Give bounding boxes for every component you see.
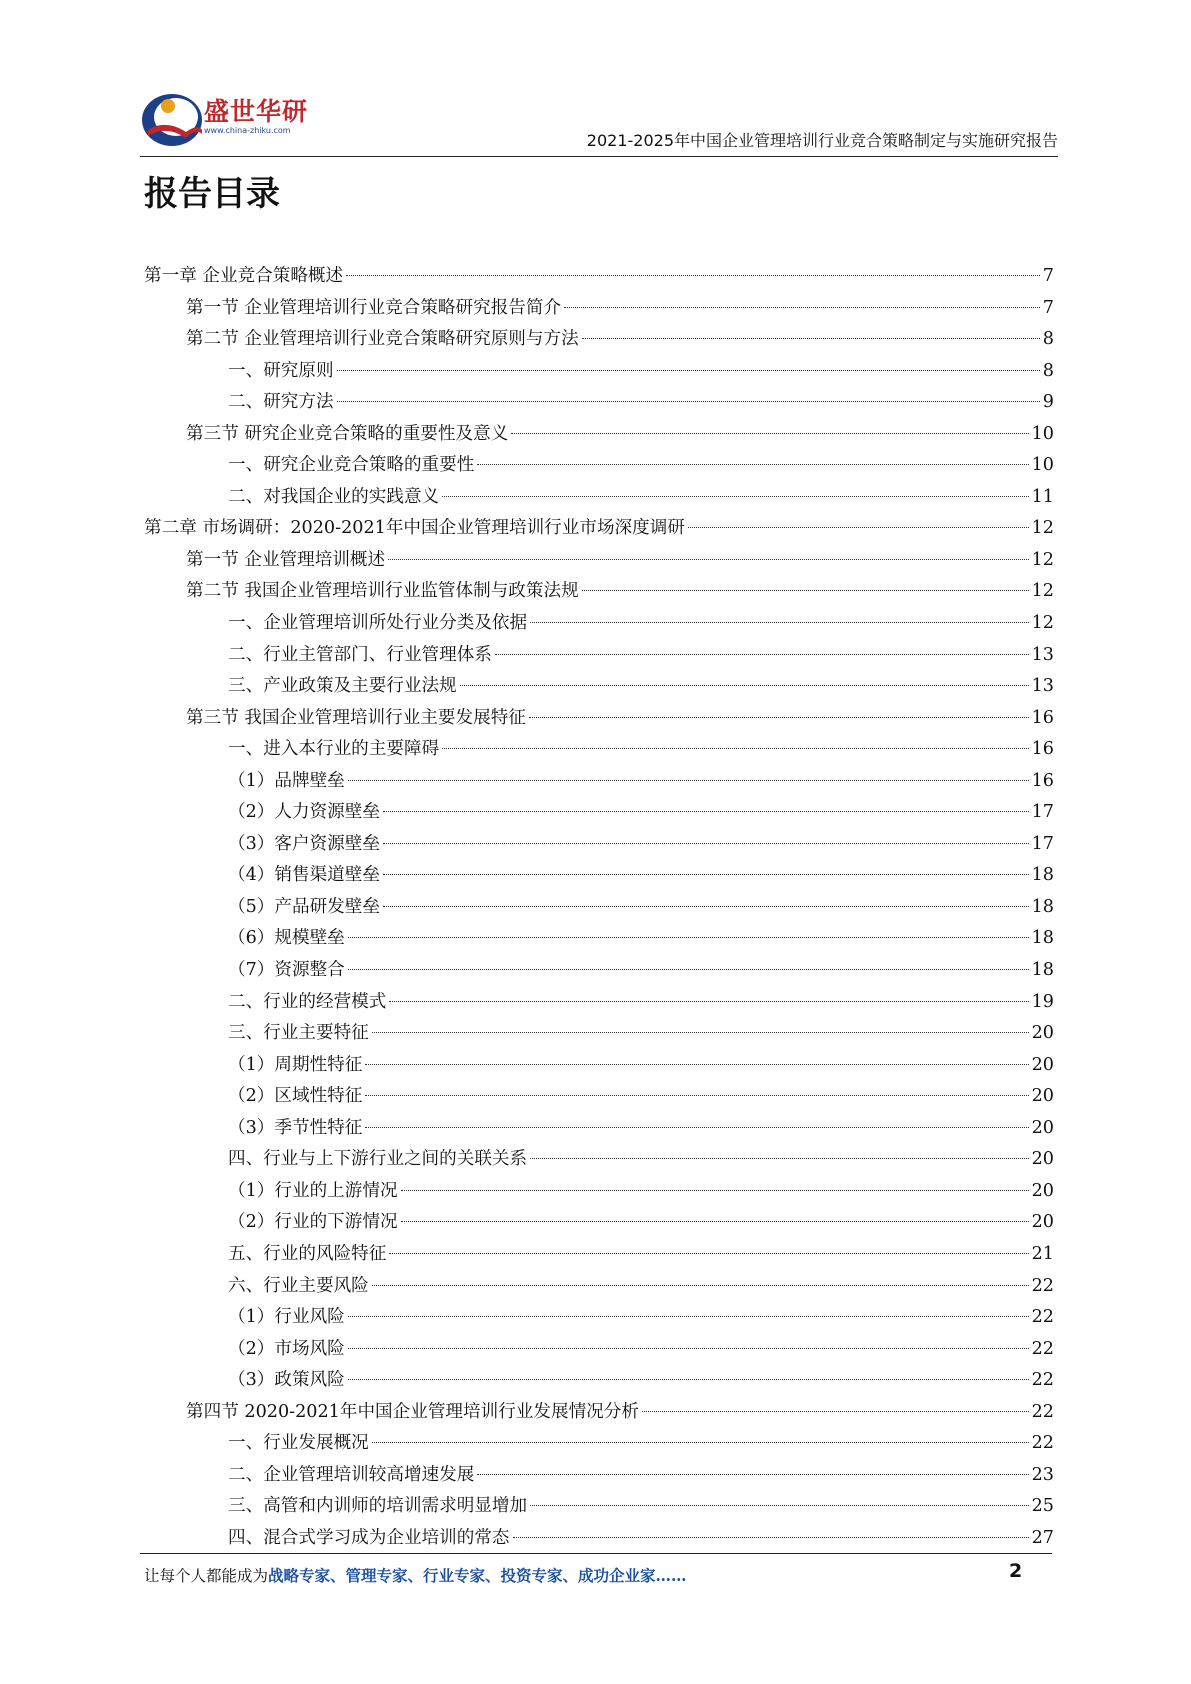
toc-entry[interactable] — [144, 955, 1054, 987]
toc-entry-page: 13 — [1031, 644, 1054, 665]
toc-entry[interactable] — [144, 1334, 1054, 1366]
toc-dot-leader — [388, 559, 1028, 560]
toc-entry-page: 12 — [1031, 518, 1054, 539]
toc-entry-page: 13 — [1031, 676, 1054, 697]
toc-entry[interactable] — [144, 356, 1054, 388]
toc-entry-page: 16 — [1031, 770, 1054, 791]
toc-entry-page: 20 — [1031, 1054, 1054, 1075]
toc-dot-leader — [383, 874, 1029, 875]
toc-entry[interactable] — [144, 1050, 1054, 1082]
toc-entry-title: （1）品牌壁垒 — [228, 770, 345, 791]
toc-entry-title: 一、进入本行业的主要障碍 — [228, 739, 440, 760]
toc-entry-page: 9 — [1042, 392, 1054, 413]
toc-dot-leader — [365, 1127, 1028, 1128]
toc-entry-title: 三、产业政策及主要行业法规 — [228, 676, 457, 697]
toc-entry[interactable] — [144, 1176, 1054, 1208]
footer-divider — [140, 1553, 1052, 1554]
toc-entry-title: 二、行业的经营模式 — [228, 991, 387, 1012]
toc-dot-leader — [348, 1379, 1029, 1380]
toc-entry[interactable] — [144, 1365, 1054, 1397]
toc-dot-leader — [688, 527, 1029, 528]
report-title: 2021-2025年中国企业管理培训行业竞合策略制定与实施研究报告 — [586, 131, 1058, 150]
toc-dot-leader — [365, 1095, 1028, 1096]
toc-entry-title: 第二章 市场调研：2020-2021年中国企业管理培训行业市场深度调研 — [144, 518, 685, 539]
toc-entry-page: 7 — [1042, 297, 1054, 318]
toc-dot-leader — [401, 1190, 1029, 1191]
toc-entry[interactable] — [144, 671, 1054, 703]
toc-entry[interactable] — [144, 513, 1054, 545]
toc-entry-page: 23 — [1031, 1464, 1054, 1485]
toc-dot-leader — [582, 338, 1040, 339]
toc-entry[interactable] — [144, 1491, 1054, 1523]
toc-entry-page: 18 — [1031, 896, 1054, 917]
toc-entry-title: （7）资源整合 — [228, 960, 345, 981]
toc-entry-page: 16 — [1031, 739, 1054, 760]
toc-entry[interactable] — [144, 1397, 1054, 1429]
toc-entry-title: （2）区域性特征 — [228, 1086, 363, 1107]
toc-dot-leader — [348, 780, 1029, 781]
toc-entry-title: 四、行业与上下游行业之间的关联关系 — [228, 1149, 528, 1170]
toc-entry-page: 20 — [1031, 1149, 1054, 1170]
toc-dot-leader — [346, 275, 1040, 276]
toc-entry-page: 22 — [1031, 1307, 1054, 1328]
toc-entry-title: 五、行业的风险特征 — [228, 1243, 387, 1264]
toc-entry-title: 二、研究方法 — [228, 392, 334, 413]
toc-dot-leader — [348, 1316, 1029, 1317]
toc-entry[interactable] — [144, 324, 1054, 356]
toc-entry[interactable] — [144, 703, 1054, 735]
toc-entry-page: 8 — [1042, 329, 1054, 350]
toc-entry-title: （1）行业的上游情况 — [228, 1180, 398, 1201]
page-number: 2 — [1009, 1560, 1023, 1582]
toc-dot-leader — [348, 969, 1029, 970]
toc-entry-page: 18 — [1031, 960, 1054, 981]
toc-dot-leader — [372, 1442, 1029, 1443]
toc-entry-title: 第四节 2020-2021年中国企业管理培训行业发展情况分析 — [186, 1401, 639, 1422]
toc-entry-title: 第三节 研究企业竞合策略的重要性及意义 — [186, 423, 509, 444]
toc-entry[interactable] — [144, 608, 1054, 640]
toc-dot-leader — [477, 1474, 1028, 1475]
toc-entry[interactable] — [144, 766, 1054, 798]
toc-entry[interactable] — [144, 923, 1054, 955]
toc-entry[interactable] — [144, 261, 1054, 293]
toc-entry-page: 12 — [1031, 581, 1054, 602]
toc-entry-title: 第二节 企业管理培训行业竞合策略研究原则与方法 — [186, 329, 579, 350]
toc-entry-page: 21 — [1031, 1243, 1054, 1264]
toc-dot-leader — [337, 401, 1040, 402]
toc-entry-title: （6）规模壁垒 — [228, 928, 345, 949]
toc-entry-title: 三、行业主要特征 — [228, 1023, 369, 1044]
toc-entry-page: 16 — [1031, 707, 1054, 728]
toc-entry-title: 第一节 企业管理培训行业竞合策略研究报告简介 — [186, 297, 562, 318]
toc-entry-page: 22 — [1031, 1370, 1054, 1391]
toc-entry-title: （4）销售渠道壁垒 — [228, 865, 380, 886]
toc-entry-page: 11 — [1031, 486, 1054, 507]
toc-entry-title: （3）季节性特征 — [228, 1117, 363, 1138]
toc-entry-title: 二、对我国企业的实践意义 — [228, 486, 440, 507]
toc-entry-title: 第三节 我国企业管理培训行业主要发展特征 — [186, 707, 526, 728]
toc-entry-page: 20 — [1031, 1212, 1054, 1233]
toc-entry[interactable] — [144, 1271, 1054, 1303]
toc-entry[interactable] — [144, 1523, 1054, 1555]
toc-entry[interactable] — [144, 797, 1054, 829]
toc-dot-leader — [372, 1032, 1029, 1033]
toc-entry[interactable] — [144, 1144, 1054, 1176]
toc-entry-page: 19 — [1031, 991, 1054, 1012]
footer-slogan-prefix: 让每个人都能成为 — [144, 1567, 269, 1585]
toc-entry[interactable] — [144, 1018, 1054, 1050]
toc-entry-title: 一、企业管理培训所处行业分类及依据 — [228, 613, 528, 634]
toc-entry-title: 三、高管和内训师的培训需求明显增加 — [228, 1496, 528, 1517]
toc-dot-leader — [495, 654, 1029, 655]
toc-entry[interactable] — [144, 1460, 1054, 1492]
toc-dot-leader — [383, 811, 1029, 812]
toc-dot-leader — [529, 717, 1029, 718]
toc-entry-title: （5）产品研发壁垒 — [228, 896, 380, 917]
toc-entry-title: 四、混合式学习成为企业培训的常态 — [228, 1527, 510, 1548]
toc-entry-title: 六、行业主要风险 — [228, 1275, 369, 1296]
toc-entry-page: 7 — [1042, 266, 1054, 286]
toc-entry-title: 第一节 企业管理培训概述 — [186, 549, 386, 570]
toc-entry[interactable] — [144, 987, 1054, 1019]
toc-entry[interactable] — [144, 1113, 1054, 1145]
toc-entry[interactable] — [144, 1302, 1054, 1334]
toc-dot-leader — [401, 1221, 1029, 1222]
toc-entry-page: 10 — [1031, 455, 1054, 476]
toc-dot-leader — [348, 937, 1029, 938]
toc-entry[interactable] — [144, 892, 1054, 924]
toc-entry-title: 一、行业发展概况 — [228, 1433, 369, 1454]
toc-entry-page: 8 — [1042, 360, 1054, 381]
toc-entry[interactable] — [144, 640, 1054, 672]
logo-url: www.china-zhiku.com — [204, 126, 291, 135]
toc-dot-leader — [477, 464, 1028, 465]
footer-slogan — [144, 1564, 687, 1586]
toc-entry-page: 12 — [1031, 613, 1054, 634]
toc-entry[interactable] — [144, 419, 1054, 451]
toc-entry-page: 22 — [1031, 1433, 1054, 1454]
toc-entry[interactable] — [144, 387, 1054, 419]
toc-entry-page: 25 — [1031, 1496, 1054, 1517]
page-header — [140, 78, 1058, 158]
toc-entry[interactable] — [144, 1081, 1054, 1113]
toc-entry-title: 二、行业主管部门、行业管理体系 — [228, 644, 492, 665]
toc-entry-title: 第二节 我国企业管理培训行业监管体制与政策法规 — [186, 581, 579, 602]
toc-dot-leader — [383, 906, 1029, 907]
toc-dot-leader — [442, 748, 1028, 749]
table-of-contents — [144, 261, 1054, 1554]
toc-entry-page: 27 — [1031, 1527, 1054, 1548]
toc-entry[interactable] — [144, 734, 1054, 766]
toc-entry[interactable] — [144, 829, 1054, 861]
toc-entry[interactable] — [144, 450, 1054, 482]
toc-dot-leader — [365, 1064, 1028, 1065]
toc-entry-page: 17 — [1031, 802, 1054, 823]
toc-entry-title: （1）行业风险 — [228, 1307, 345, 1328]
toc-dot-leader — [372, 1285, 1029, 1286]
toc-entry-page: 22 — [1031, 1275, 1054, 1296]
toc-dot-leader — [642, 1411, 1029, 1412]
toc-dot-leader — [389, 1001, 1028, 1002]
toc-dot-leader — [511, 433, 1028, 434]
toc-entry-title: 一、研究原则 — [228, 360, 334, 381]
toc-dot-leader — [582, 590, 1029, 591]
toc-entry-page: 20 — [1031, 1023, 1054, 1044]
toc-entry-title: （3）政策风险 — [228, 1370, 345, 1391]
toc-entry-title: 一、研究企业竞合策略的重要性 — [228, 455, 475, 476]
toc-entry-page: 12 — [1031, 549, 1054, 570]
page-title: 报告目录 — [144, 174, 280, 214]
toc-entry[interactable] — [144, 293, 1054, 325]
toc-entry-title: 第一章 企业竞合策略概述 — [144, 266, 344, 286]
toc-entry-page: 20 — [1031, 1086, 1054, 1107]
toc-entry[interactable] — [144, 1239, 1054, 1271]
toc-dot-leader — [530, 622, 1029, 623]
toc-dot-leader — [348, 1348, 1029, 1349]
toc-dot-leader — [460, 685, 1029, 686]
toc-dot-leader — [337, 370, 1040, 371]
toc-dot-leader — [530, 1505, 1029, 1506]
toc-entry-page: 20 — [1031, 1180, 1054, 1201]
toc-entry[interactable] — [144, 860, 1054, 892]
toc-dot-leader — [530, 1158, 1029, 1159]
toc-entry-page: 22 — [1031, 1401, 1054, 1422]
toc-entry-title: （1）周期性特征 — [228, 1054, 363, 1075]
toc-entry[interactable] — [144, 482, 1054, 514]
toc-entry-page: 10 — [1031, 423, 1054, 444]
footer-slogan-roles: 战略专家、管理专家、行业专家、投资专家、成功企业家…… — [268, 1566, 687, 1585]
toc-entry-title: 二、企业管理培训较高增速发展 — [228, 1464, 475, 1485]
toc-entry-page: 17 — [1031, 833, 1054, 854]
toc-entry[interactable] — [144, 1207, 1054, 1239]
toc-dot-leader — [513, 1537, 1029, 1538]
logo-name: 盛世华研 — [204, 97, 309, 126]
toc-entry-title: （2）人力资源壁垒 — [228, 802, 380, 823]
toc-dot-leader — [383, 843, 1029, 844]
toc-entry-title: （3）客户资源壁垒 — [228, 833, 380, 854]
toc-entry[interactable] — [144, 1428, 1054, 1460]
toc-entry-title: （2）市场风险 — [228, 1338, 345, 1359]
toc-entry-page: 20 — [1031, 1117, 1054, 1138]
toc-entry-page: 22 — [1031, 1338, 1054, 1359]
toc-dot-leader — [564, 307, 1040, 308]
toc-entry[interactable] — [144, 545, 1054, 577]
toc-dot-leader — [442, 496, 1028, 497]
toc-dot-leader — [389, 1253, 1028, 1254]
toc-entry-page: 18 — [1031, 865, 1054, 886]
toc-entry-page: 18 — [1031, 928, 1054, 949]
toc-entry[interactable] — [144, 576, 1054, 608]
toc-entry-title: （2）行业的下游情况 — [228, 1212, 398, 1233]
header-divider — [140, 156, 1058, 157]
